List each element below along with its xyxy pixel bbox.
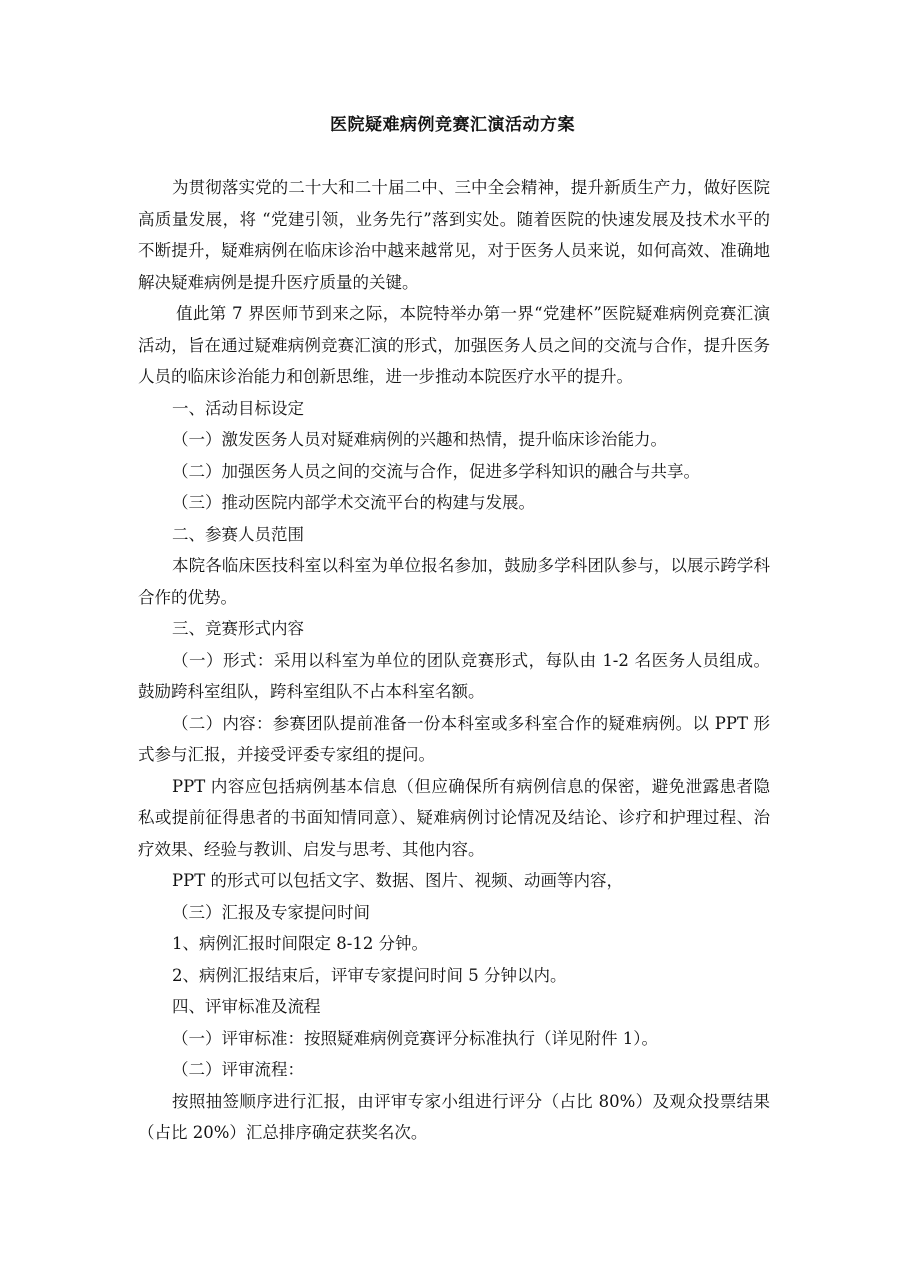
section-heading-participants: 二、参赛人员范围 (172, 524, 304, 544)
format-item-form: （一）形式：采用以科室为单位的团队竞赛形式，每队由 1-2 名医务人员组成。鼓励跨科室组队，跨科室组队不占本科室名额。 (138, 650, 770, 701)
paragraph-occasion: 值此第 7 界医师节到来之际，本院特举办第一界“党建杯”医院疑难病例竞赛汇演活动，旨在通过疑难病例竞赛汇演的形式，加强医务人员之间的交流与合作，提升医务人员的临床诊治能力和创新思维，进一步推动本院医疗水平的提升。 (138, 304, 770, 386)
goal-item-2: （二）加强医务人员之间的交流与合作，促进多学科知识的融合与共享。 (172, 461, 700, 481)
format-item-time: （三）汇报及专家提问时间 (172, 902, 370, 922)
paragraph-intro: 为贯彻落实党的二十大和二十届二中、三中全会精神，提升新质生产力，做好医院高质量发展，将 “党建引领，业务先行”落到实处。随着医院的快速发展及技术水平的不断提升，疑难病例在临床诊治中越来越常见，对于医务人员来说，如何高效、准确地解决疑难病例是提升医疗质量的关键。 (138, 178, 770, 292)
paragraph-ppt-form: PPT 的形式可以包括文字、数据、图片、视频、动画等内容， (172, 871, 623, 890)
review-item-process: （二）评审流程： (172, 1060, 304, 1079)
section-heading-review: 四、评审标准及流程 (172, 997, 321, 1016)
document-title: 医院疑难病例竞赛汇演活动方案 (330, 115, 575, 135)
time-item-1: 1、病例汇报时间限定 8-12 分钟。 (172, 934, 429, 953)
section-heading-goals: 一、活动目标设定 (172, 398, 304, 418)
goal-item-1: （一）激发医务人员对疑难病例的兴趣和热情，提升临床诊治能力。 (172, 430, 667, 449)
paragraph-review-process: 按照抽签顺序进行汇报，由评审专家小组进行评分（占比 80%）及观众投票结果（占比 20%）汇总排序确定获奖名次。 (138, 1091, 770, 1142)
goal-item-3: （三）推动医院内部学术交流平台的构建与发展。 (172, 493, 535, 512)
review-item-standard: （一）评审标准：按照疑难病例竞赛评分标准执行（详见附件 1）。 (172, 1028, 658, 1048)
format-item-content: （二）内容：参赛团队提前准备一份本科室或多科室合作的疑难病例。以 PPT 形式参与汇报，并接受评委专家组的提问。 (138, 713, 770, 764)
document-body (138, 172, 770, 1149)
section-heading-format: 三、竞赛形式内容 (172, 619, 304, 638)
time-item-2: 2、病例汇报结束后，评审专家提问时间 5 分钟以内。 (172, 965, 567, 985)
paragraph-ppt-content: PPT 内容应包括病例基本信息（但应确保所有病例信息的保密，避免泄露患者隐私或提前征得患者的书面知情同意）、疑难病例讨论情况及结论、诊疗和护理过程、治疗效果、经验与教训、启发与思考、其他内容。 (138, 776, 770, 859)
paragraph-participants: 本院各临床医技科室以科室为单位报名参加，鼓励多学科团队参与，以展示跨学科合作的优势。 (138, 556, 770, 607)
